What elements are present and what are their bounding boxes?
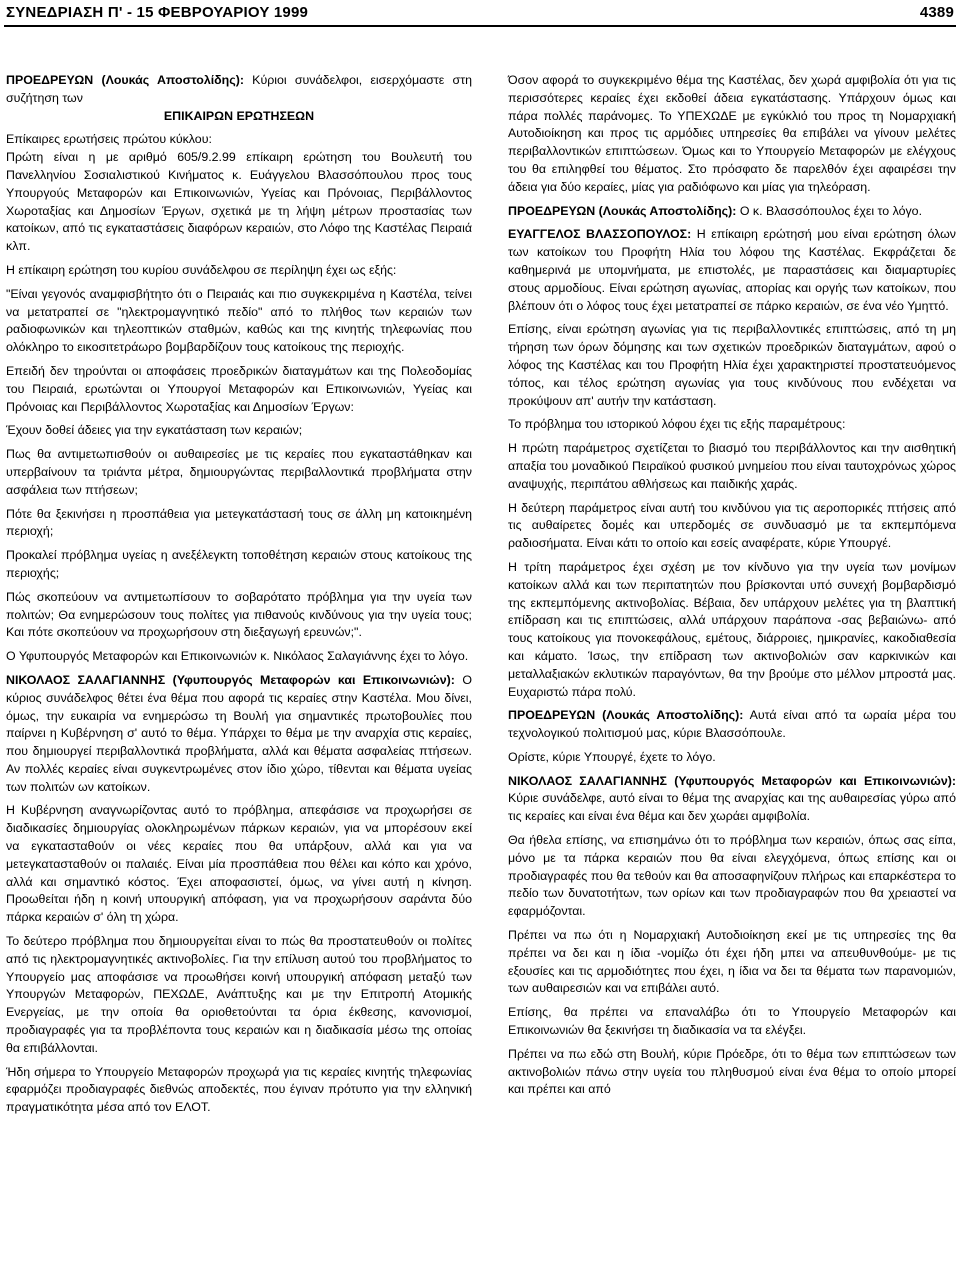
- speaker-name: ΝΙΚΟΛΑΟΣ ΣΑΛΑΓΙΑΝΝΗΣ (Υφυπουργός Μεταφορών και Επικοινωνιών):: [508, 773, 956, 788]
- paragraph: Η επίκαιρη ερώτηση του κυρίου συνάδελφου σε περίληψη έχει ως εξής:: [6, 262, 397, 277]
- speech-text: Ο κύριος συνάδελφος θέτει ένα θέμα που αφορά τις κεραίες στην Καστέλα. Μου δίνει, όμως, την ευκαιρία να ενημερώσω τη Βουλή για σημαντικές πρωτοβουλίες που παίρνει η Κυβέρνηση σ' αυτό το θέμα. Υπάρχει το θέμα με την αναρχία στις κεραίες, που δημιουργεί περιβαλλοντικά προβλήματα, αλλά και θέματα ασφαλείας πτήσεων. Αν πολλές κεραίες είναι συγκεντρωμένες στον ίδιο χώρο, τίθενται και θέματα υγείας των πολιτών ων κατοίκων.: [6, 672, 472, 794]
- speaker-name: ΠΡΟΕΔΡΕΥΩΝ (Λουκάς Αποστολίδης):: [6, 73, 244, 87]
- paragraph: Η τρίτη παράμετρος έχει σχέση με τον κίνδυνο για την υγεία των μονίμων κατοίκων αλλά και των περιπατητών που βρίσκονται υπό συνεχή βομβαρδισμό της εκπεμπόμενης ακτινοβολίας. Βέβαια, δεν υπάρχουν μελέτες για τη βλαπτική επίδραση και τις επιπτώσεις, αλλά υπάρχουν παράπονα -σας βεβαιώνω- από τους κατοίκους για πονοκεφάλους, εμέτους, διάρροιες, ημικρανίες, κακοδιαθεσία και κάματο. Ίσως, την επίδραση των ακτινοβολιών σαν καρκινικών και μεταλλαξιακών εκλυτικών παραγόντων, θα την βρούμε στο μέλλον μπροστά μας. Ευχαριστώ πάρα πολύ.: [508, 559, 956, 699]
- page-header: [6, 0, 954, 24]
- right-column: [508, 72, 956, 1105]
- paragraph: Η Κυβέρνηση αναγνωρίζοντας αυτό το πρόβλημα, απεφάσισε να προχωρήσει σε διαδικασίες δημιουργίας ολοκληρωμένων πάρκων κεραιών, για να μπορέσουν εκεί να εγκατασταθούν οι νέες κεραίες που θα υπάρξουν, αλλά και για να μετεγκατασταθούν οι παλαιές. Είναι μία προσπάθεια που θέλει και κόπο και χρόνο, αλλά και σημαντικό κόστος. Έχει αποφασιστεί, όμως, να γίνει αυτή η κίνηση. Προωθείται ήδη η κοινή υπουργική απόφαση, για να προχωρήσουν σαράντα δύο πάρκα κεραιών σ' όλη τη χώρα.: [6, 803, 472, 925]
- speech-text: Αυτά είναι από τα ωραία μέρα του τεχνολογικού πολιτισμού μας, κύριε Βλασσόπουλε.: [508, 708, 956, 741]
- paragraph: [508, 203, 956, 221]
- paragraph: Η πρώτη παράμετρος σχετίζεται το βιασμό του περιβάλλοντος και την αισθητική απαξία του μοναδικού Πειραϊκού φυσικού μνημείου που είναι ταυτοχρόνως χώρος αναψυχής, περιπάτου αθλήσεως και παιδικής χαράς.: [508, 441, 956, 491]
- paragraph: Όσον αφορά το συγκεκριμένο θέμα της Καστέλας, δεν χωρά αμφιβολία ότι για τις περισσότερες κεραίες έχει εκδοθεί άδεια εγκατάστασης. Υπάρχουν όμως και πάρα πολλές παράνομες. Το ΥΠΕΧΩΔΕ με εγκύκλιό του προς τη Νομαρχιακή Αυτοδιοίκηση και προς τις αρμόδιες υπηρεσίες θα επιβάλει να γίνουν μελέτες περιβαλλοντικών επιπτώσεων. Όμως και το Υπουργείο Μεταφορών με ελέγχους του θα επιληφθεί του θέματος. Στο πρόσφατο δε παρελθόν έχει αφαιρέσει την άδεια για δύο κεραίες, μίας για ραδιόφωνο και μίας για τηλεόραση.: [508, 73, 956, 194]
- section-heading: ΕΠΙΚΑΙΡΩΝ ΕΡΩΤΗΣΕΩΝ: [163, 108, 315, 123]
- paragraph: Επίσης, θα πρέπει να επαναλάβω ότι το Υπουργείο Μεταφορών και Επικοινωνιών θα ξεκινήσει τη διαδικασία να τα ελέγξει.: [508, 1005, 956, 1038]
- paragraph: Επειδή δεν τηρούνται οι αποφάσεις προεδρικών διαταγμάτων και της Πολεοδομίας του Πειραιά, ερωτώνται οι Υπουργοί Μεταφορών και Επικοινωνιών, Υγείας και Πρόνοιας και Περιβάλλοντος Χωροταξίας και Δημοσίων Έργων:: [6, 363, 472, 414]
- paragraph: [508, 707, 956, 743]
- paragraph: Πως θα αντιμετωπισθούν οι αυθαιρεσίες με τις κεραίες που εγκαταστάθηκαν και υπερβαίνουν τα τριάντα μέτρα, δημιουργώντας περιβαλλοντικά προβλήματα στην ασφάλεια των πτήσεων;: [6, 447, 472, 497]
- paragraph: Πρέπει να πω εδώ στη Βουλή, κύριε Πρόεδρε, ότι το θέμα των επιπτώσεων των ακτινοβολιών πάνω στην υγεία του πληθυσμού είναι ένα θέμα το οποίο μπορεί και πρέπει και από: [508, 1046, 956, 1097]
- paragraph: Πότε θα ξεκινήσει η προσπάθεια για μετεγκατάστασή τους σε άλλη μη κατοικημένη περιοχή;: [6, 506, 472, 539]
- paragraph: [508, 773, 956, 826]
- paragraph: [508, 226, 956, 315]
- paragraph: "Είναι γεγονός αναμφισβήτητο ότι ο Πειραιάς και πιο συγκεκριμένα η Καστέλα, τείνει να μετατραπεί σε "ηλεκτρομαγνητικό πεδίο" από το πλήθος των κεραιών των ραδιοφωνικών και τηλεοπτικών σταθμών, καθώς και της κινητής τηλεφωνίας που ολόκληρο το εικοσιτετράωρο βομβαρδίζουν τους κατοίκους της περιοχής.: [6, 286, 472, 355]
- speech-text: Η επίκαιρη ερώτησή μου είναι ερώτηση όλων των κατοίκων του Προφήτη Ηλία του λόφου της Καστέλας. Εκφράζεται δε καθημερινά με υπομνήματα, με επιστολές, με παραστάσεις και διαμαρτυρίες στους αρμοδίους. Είναι ερώτηση αγωνίας, απορίας και οργής των κατοίκων, που βλέπουν ότι ο λόφος τους έχει μετατραπεί σε πάρκο κεραιών, σε ένα νέο Υμηττό.: [508, 227, 956, 313]
- paragraph: Επίκαιρες ερωτήσεις πρώτου κύκλου:: [6, 132, 212, 147]
- paragraph: Θα ήθελα επίσης, να επισημάνω ότι το πρόβλημα των κεραιών, όπως σας είπα, μόνο με τα πάρκα κεραιών που θα είναι ελεγχόμενα, όπως επίσης και οι προδιαγραφές που θα τεθούν και θα αποσαφηνίζουν πλήρως και επαρκέστερα το πεδίο των δυνατοτήτων, των ορίων και των προδιαγραφών που θα χρειαστεί να εφαρμόζονται.: [508, 833, 956, 919]
- paragraph: Ήδη σήμερα το Υπουργείο Μεταφορών προχωρά για τις κεραίες κινητής τηλεφωνίας εφαρμόζει προδιαγραφές διεθνώς αποδεκτές, που έγιναν πρότυπο για την ελληνική πραγματικότητα μέσα από τον ΕΛΟΤ.: [6, 1064, 472, 1115]
- paragraph: [6, 672, 472, 797]
- paragraph: Ο Υφυπουργός Μεταφορών και Επικοινωνιών κ. Νικόλαος Σαλαγιάννης έχει το λόγο.: [6, 649, 469, 664]
- paragraph: [6, 72, 472, 108]
- left-column: [6, 72, 472, 1123]
- paragraph: Προκαλεί πρόβλημα υγείας η ανεξέλεγκτη τοποθέτηση κεραιών στους κατοίκους της περιοχής;: [6, 548, 472, 580]
- speaker-name: ΝΙΚΟΛΑΟΣ ΣΑΛΑΓΙΑΝΝΗΣ (Υφυπουργός Μεταφορών και Επικοινωνιών):: [6, 672, 455, 687]
- paragraph: Πώς σκοπεύουν να αντιμετωπίσουν το σοβαρότατο πρόβλημα για την υγεία των πολιτών; Θα ενημερώσουν τους πολίτες για πιθανούς κινδύνους για την υγεία τους; Και πότε σκοπεύουν να προχωρήσουν στη διεξαγωγή ερευνών;".: [6, 589, 472, 640]
- header-rule: [4, 25, 956, 27]
- paragraph: Το δεύτερο πρόβλημα που δημιουργείται είναι το πώς θα προστατευθούν οι πολίτες από τις ηλεκτρομαγνητικές ακτινοβολίες. Για την επίλυση αυτού του προβλήματος το Υπουργείο μας αποφάσισε να προωθήσει κοινή υπουργική απόφαση μεταξύ των Υπουργών Μεταφορών, ΠΕΧΩΔΕ, Ανάπτυξης και με την Επιτροπή Ατομικής Ενεργείας, με την οποία θα οριοθετούνται τα όρια έκθεσης, κανονισμοί, προδιαγραφές για τα προβλέποντα τους κεραιών και η διαδικασία μέσω της οποίας θα επιβάλλονται.: [6, 934, 472, 1055]
- paragraph: Πρώτη είναι η με αριθμό 605/9.2.99 επίκαιρη ερώτηση του Βουλευτή του Πανελληνίου Σοσιαλιστικού Κινήματος κ. Ευάγγελου Βλασσόπουλου προς τους Υπουργούς Μεταφορών και Επικοινωνιών, Υγείας και Πρόνοιας, Περιβάλλοντος Χωροταξίας και Δημοσίων Έργων, σχετικά με τη λήψη μέτρων προστασίας των κατοίκων, από τις εγκαταστάσεις διαφόρων κεραιών, στο Λόφο της Καστέλας Πειραιά κλπ.: [6, 150, 472, 254]
- speaker-name: ΠΡΟΕΔΡΕΥΩΝ (Λουκάς Αποστολίδης):: [508, 203, 737, 218]
- paragraph: Η δεύτερη παράμετρος είναι αυτή του κινδύνου για τις αεροπορικές πτήσεις από τις αυθαίρετες δομές και υπερδομές σε συνδυασμό με τα εκπεμπόμενα ραδιοσήματα. Είναι κάτι το οποίο και εσείς αναφέρατε, κύριε Υπουργέ.: [508, 500, 956, 551]
- paragraph: Το πρόβλημα του ιστορικού λόφου έχει τις εξής παραμέτρους:: [508, 417, 846, 432]
- speech-text: Κύριε συνάδελφε, αυτό είναι το θέμα της αναρχίας και της αυθαιρεσίας γύρω από τις κεραίες και είναι ένα θέμα και δεν χωράει αμφιβολία.: [508, 791, 956, 824]
- speaker-name: ΕΥΑΓΓΕΛΟΣ ΒΛΑΣΣΟΠΟΥΛΟΣ:: [508, 227, 692, 242]
- paragraph: Έχουν δοθεί άδειες για την εγκατάσταση των κεραιών;: [6, 423, 303, 438]
- speech-text: Ο κ. Βλασσόπουλος έχει το λόγο.: [736, 203, 923, 218]
- speaker-name: ΠΡΟΕΔΡΕΥΩΝ (Λουκάς Αποστολίδης):: [508, 708, 744, 723]
- paragraph: Πρέπει να πω ότι η Νομαρχιακή Αυτοδιοίκηση εκεί με τις υπηρεσίες της θα πρέπει να δει και η ίδια -νομίζω ότι έχει ήδη μπει να απευθυνθούμε- με τις εξουσίες και τις αρμοδιότητες που έχει, η ίδια να δει τα θέματα των παρανομιών, των αυθαιρεσιών και να επιβάλει αυτό.: [508, 928, 956, 996]
- page-number: 4389: [919, 3, 954, 21]
- speech-text: Κύριοι συνάδελφοι, εισερχόμαστε στη συζήτηση των: [6, 73, 472, 105]
- paragraph: Ορίστε, κύριε Υπουργέ, έχετε το λόγο.: [508, 749, 716, 764]
- paragraph: Επίσης, είναι ερώτηση αγωνίας για τις περιβαλλοντικές επιπτώσεις, από τη μη τήρηση των όρων δόμησης και των σχετικών προεδρικών διαταγμάτων, αφού ο λόφος της Καστέλας και του Προφήτη Ηλία έχει χαρακτηριστεί προστατευόμενος τόπος, και τέλος ερώτηση αγωνίας για τους κινδύνους που ενδέχεται να προκύψουν απ' αυτήν την κατάσταση.: [508, 322, 956, 408]
- session-title: ΣΥΝΕΔΡΙΑΣΗ Π' - 15 ΦΕΒΡΟΥΑΡΙΟΥ 1999: [6, 3, 309, 21]
